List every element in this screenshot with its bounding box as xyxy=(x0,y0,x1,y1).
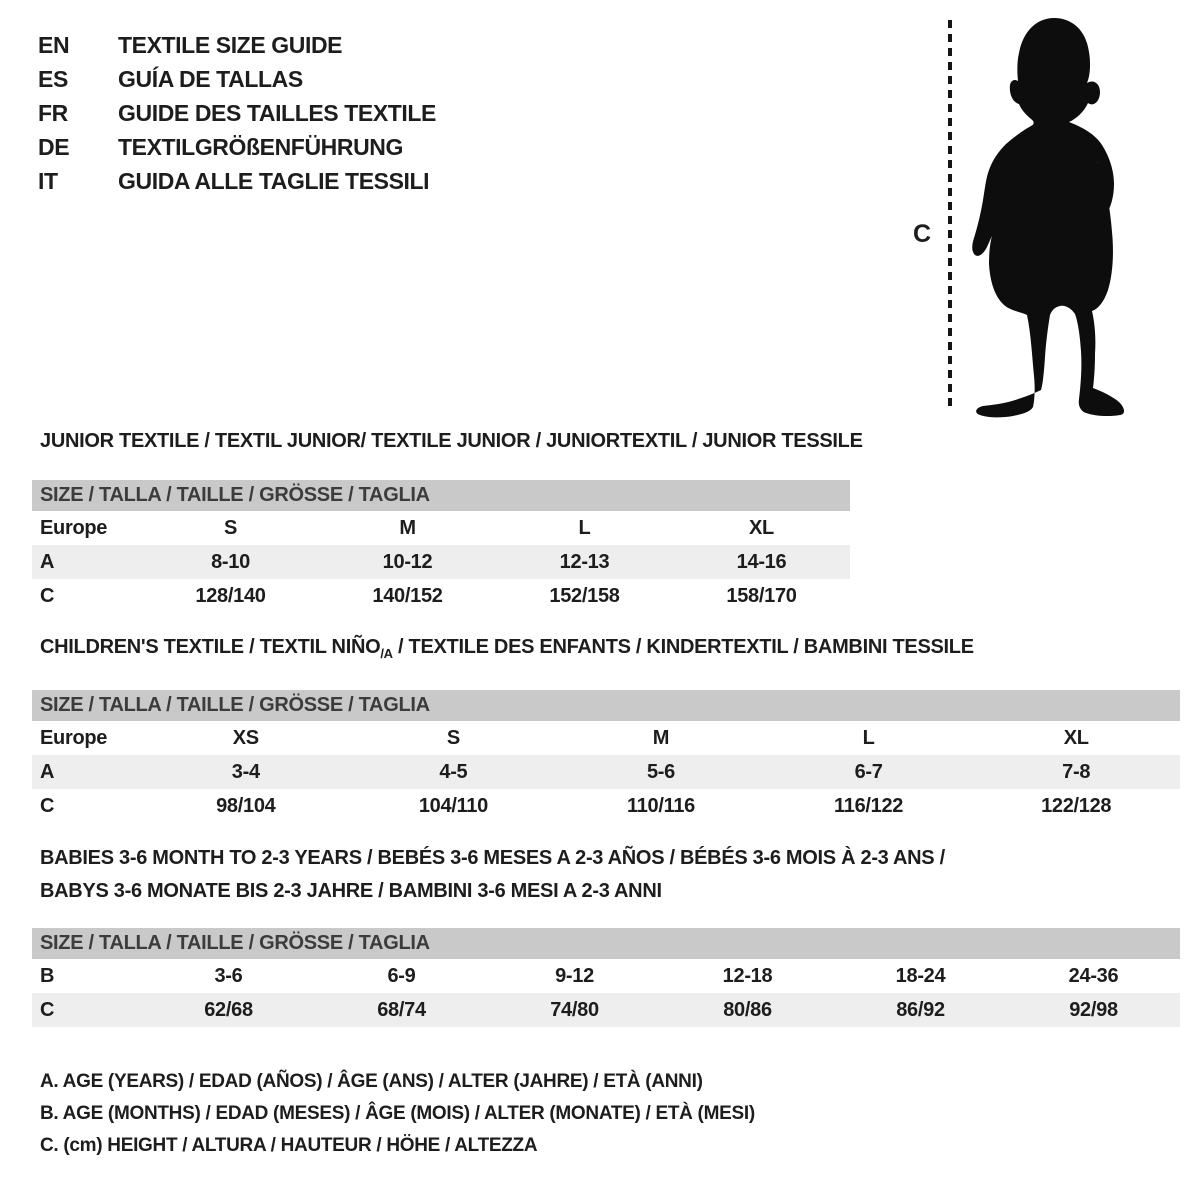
row-value: 86/92 xyxy=(896,998,945,1021)
table-row-europe xyxy=(32,721,1180,755)
size-table-header: SIZE / TALLA / TAILLE / GRÖSSE / TAGLIA xyxy=(32,480,850,511)
language-row xyxy=(38,62,436,96)
row-value: XL xyxy=(749,516,774,539)
row-value: 158/170 xyxy=(726,584,797,607)
toddler-figure xyxy=(905,12,1155,422)
babies-title-line2: BABYS 3-6 MONATE BIS 2-3 JAHRE / BAMBINI 3-6 MESI A 2-3 ANNI xyxy=(40,880,662,902)
language-code: FR xyxy=(38,99,68,126)
row-value: 12-13 xyxy=(559,550,610,573)
row-label: A xyxy=(40,760,55,783)
language-title: GUÍA DE TALLAS xyxy=(118,65,303,92)
children-size-table xyxy=(32,690,1180,823)
babies-size-table xyxy=(32,928,1180,1027)
table-row-europe xyxy=(32,511,850,545)
language-title: TEXTILE SIZE GUIDE xyxy=(118,31,343,58)
language-row xyxy=(38,164,436,198)
legend-line-c: C. (cm) HEIGHT / ALTURA / HAUTEUR / HÖHE / ALTEZZA xyxy=(40,1135,538,1156)
row-value: XL xyxy=(1063,726,1089,749)
row-value: 104/110 xyxy=(418,794,488,817)
row-label: C xyxy=(40,998,55,1021)
row-value: 3-6 xyxy=(214,964,243,987)
row-value: 92/98 xyxy=(1069,998,1118,1021)
row-label: C xyxy=(40,584,55,607)
language-row xyxy=(38,28,436,62)
row-value: 98/104 xyxy=(216,794,276,817)
table-row-height xyxy=(32,789,1180,823)
children-title-prefix: CHILDREN'S TEXTILE / TEXTIL NIÑO xyxy=(40,636,381,658)
row-value: 116/122 xyxy=(834,794,904,817)
row-value: S xyxy=(446,726,460,749)
row-value: 5-6 xyxy=(646,760,675,783)
row-value: 8-10 xyxy=(211,550,250,573)
row-value: 24-36 xyxy=(1068,964,1119,987)
row-value: 10-12 xyxy=(382,550,433,573)
language-title: TEXTILGRÖßENFÜHRUNG xyxy=(118,133,403,160)
language-code: EN xyxy=(38,31,70,58)
children-title-suffix: / TEXTILE DES ENFANTS / KINDERTEXTIL / BAMBINI TESSILE xyxy=(392,636,974,658)
table-row-age xyxy=(32,545,850,579)
language-title: GUIDE DES TAILLES TEXTILE xyxy=(118,99,436,126)
size-table-header: SIZE / TALLA / TAILLE / GRÖSSE / TAGLIA xyxy=(32,690,1180,721)
row-value: 80/86 xyxy=(723,998,772,1021)
junior-section-title: JUNIOR TEXTILE / TEXTIL JUNIOR/ TEXTILE JUNIOR / JUNIORTEXTIL / JUNIOR TESSILE xyxy=(40,430,863,452)
legend-line-a: A. AGE (YEARS) / EDAD (AÑOS) / ÂGE (ANS) / ALTER (JAHRE) / ETÀ (ANNI) xyxy=(40,1071,703,1092)
row-value: 14-16 xyxy=(736,550,787,573)
row-value: 128/140 xyxy=(195,584,266,607)
row-label: B xyxy=(40,964,55,987)
row-value: 62/68 xyxy=(204,998,253,1021)
row-label: A xyxy=(40,550,55,573)
row-value: 18-24 xyxy=(895,964,946,987)
toddler-silhouette-icon xyxy=(972,18,1124,417)
row-value: 9-12 xyxy=(555,964,594,987)
language-code: IT xyxy=(38,167,58,194)
row-label: C xyxy=(40,794,55,817)
language-code: DE xyxy=(38,133,70,160)
language-row xyxy=(38,96,436,130)
children-section-title xyxy=(40,636,974,661)
row-value: 6-7 xyxy=(854,760,883,783)
row-value: 3-4 xyxy=(231,760,260,783)
babies-section-title xyxy=(40,842,945,908)
row-value: L xyxy=(862,726,875,749)
row-value: 152/158 xyxy=(549,584,620,607)
row-value: M xyxy=(652,726,670,749)
row-value: M xyxy=(399,516,416,539)
row-label: Europe xyxy=(40,516,108,539)
toddler-silhouette-svg xyxy=(905,12,1155,422)
row-value: XS xyxy=(232,726,259,749)
children-title-subscript: /A xyxy=(380,646,393,661)
table-row-height xyxy=(32,579,850,613)
language-code: ES xyxy=(38,65,68,92)
table-row-height xyxy=(32,993,1180,1027)
size-table-header: SIZE / TALLA / TAILLE / GRÖSSE / TAGLIA xyxy=(32,928,1180,959)
row-value: 110/116 xyxy=(626,794,695,817)
row-value: 140/152 xyxy=(372,584,443,607)
language-row xyxy=(38,130,436,164)
language-header xyxy=(38,28,436,198)
legend xyxy=(40,1066,755,1162)
row-value: L xyxy=(578,516,591,539)
row-value: 4-5 xyxy=(439,760,468,783)
row-value: 7-8 xyxy=(1062,760,1091,783)
row-value: S xyxy=(223,516,238,539)
language-title: GUIDA ALLE TAGLIE TESSILI xyxy=(118,167,430,194)
row-label: Europe xyxy=(40,726,108,749)
row-value: 122/128 xyxy=(1041,794,1112,817)
row-value: 74/80 xyxy=(550,998,599,1021)
legend-line-b: B. AGE (MONTHS) / EDAD (MESES) / ÂGE (MOIS) / ALTER (MONATE) / ETÀ (MESI) xyxy=(40,1103,755,1124)
babies-title-line1: BABIES 3-6 MONTH TO 2-3 YEARS / BEBÉS 3-6 MESES A 2-3 AÑOS / BÉBÉS 3-6 MOIS À 2-3 ANS / xyxy=(40,847,945,869)
measure-label-c: C xyxy=(913,220,932,248)
table-row-age-months xyxy=(32,959,1180,993)
row-value: 6-9 xyxy=(387,964,416,987)
row-value: 12-18 xyxy=(722,964,773,987)
junior-size-table xyxy=(32,480,850,613)
row-value: 68/74 xyxy=(377,998,426,1021)
table-row-age xyxy=(32,755,1180,789)
